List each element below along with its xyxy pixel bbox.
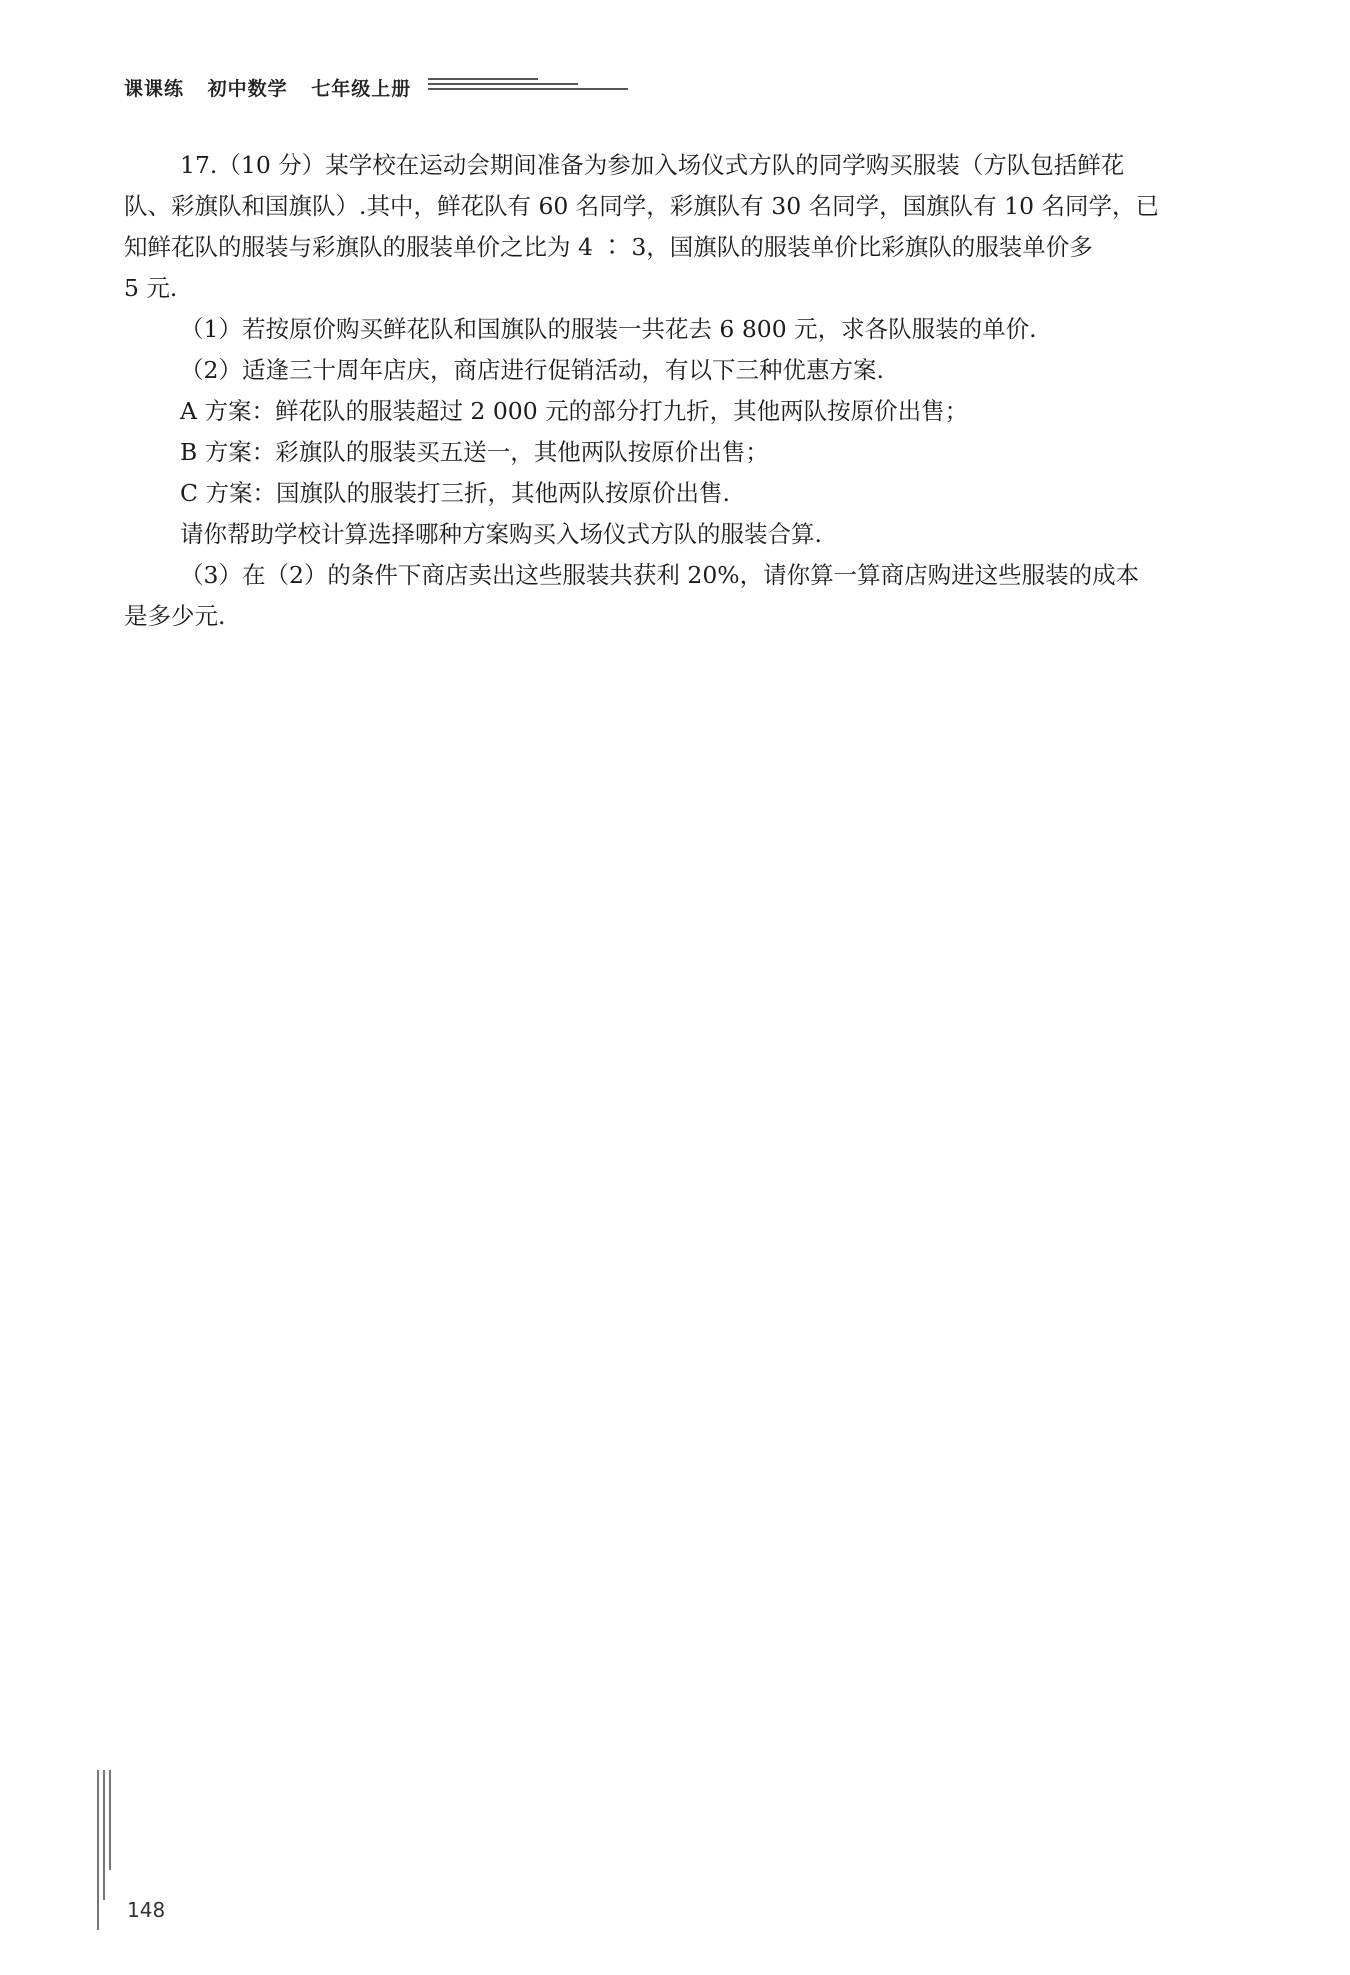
problem-intro-line-1: 17.（10 分）某学校在运动会期间准备为参加入场仪式方队的同学购买服装（方队包括鲜花 (180, 151, 1125, 179)
problem-17 (124, 145, 1246, 637)
page-edge-decoration (97, 1770, 117, 1930)
problem-intro-line-4: 5 元. (124, 274, 178, 302)
problem-intro-line-2: 队、彩旗队和国旗队）.其中，鲜花队有 60 名同学，彩旗队有 30 名同学，国旗队有 10 名同学，已 (124, 192, 1159, 220)
question-3-line-2: 是多少元. (124, 602, 226, 630)
question-3-line-1: （3）在（2）的条件下商店卖出这些服装共获利 20%，请你算一算商店购进这些服装的成本 (180, 561, 1140, 589)
question-1: （1）若按原价购买鲜花队和国旗队的服装一共花去 6 800 元，求各队服装的单价. (180, 315, 1037, 343)
plan-c: C 方案：国旗队的服装打三折，其他两队按原价出售. (180, 479, 730, 507)
header-subject: 初中数学 (207, 77, 288, 100)
page-number: 148 (127, 1898, 166, 1922)
plan-b: B 方案：彩旗队的服装买五送一，其他两队按原价出售； (180, 438, 769, 466)
header-text (124, 74, 427, 101)
question-2: （2）适逢三十周年店庆，商店进行促销活动，有以下三种优惠方案. (180, 356, 884, 384)
plan-a: A 方案：鲜花队的服装超过 2 000 元的部分打九折，其他两队按原价出售； (180, 397, 969, 425)
question-2-ask: 请你帮助学校计算选择哪种方案购买入场仪式方队的服装合算. (180, 520, 822, 548)
header-series: 课课练 (124, 77, 185, 100)
running-header (124, 72, 427, 102)
problem-intro-line-3: 知鲜花队的服装与彩旗队的服装单价之比为 4 ∶ 3，国旗队的服装单价比彩旗队的服装单价多 (124, 233, 1093, 261)
header-grade: 七年级上册 (311, 77, 412, 100)
header-decorative-lines (428, 78, 628, 96)
